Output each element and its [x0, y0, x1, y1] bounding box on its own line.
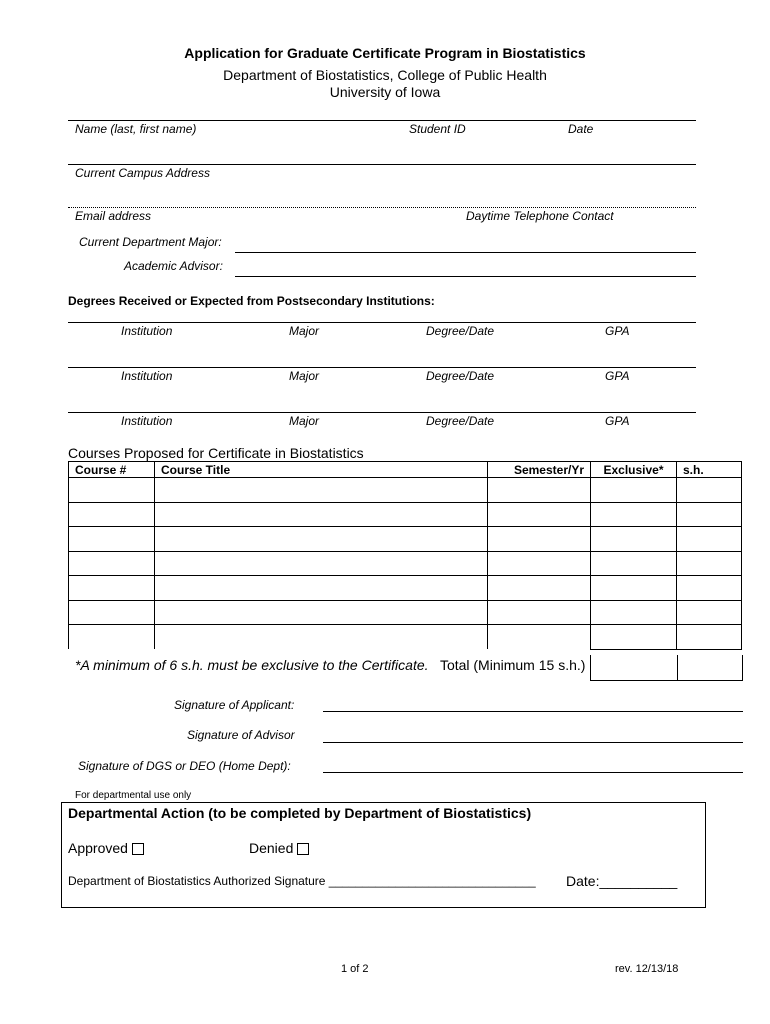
degree-major-label: Major	[289, 324, 320, 338]
degree-gpa-label: GPA	[605, 414, 630, 428]
degree-line[interactable]	[68, 367, 696, 368]
degree-date-label: Degree/Date	[426, 369, 495, 383]
course-title-cell[interactable]	[155, 600, 488, 625]
course-row	[69, 502, 742, 527]
total-exclusive-box[interactable]	[590, 655, 678, 681]
email-label: Email address	[75, 209, 152, 223]
sh-cell[interactable]	[677, 551, 742, 576]
advisor-label: Academic Advisor:	[124, 259, 223, 273]
exclusive-cell[interactable]	[591, 551, 677, 576]
approved-label: Approved	[68, 840, 128, 856]
exclusive-cell[interactable]	[591, 576, 677, 601]
date-label: Date	[568, 122, 594, 136]
course-number-cell[interactable]	[69, 502, 155, 527]
form-title: Application for Graduate Certificate Program in Biostatistics	[184, 45, 586, 61]
degree-line[interactable]	[68, 322, 696, 323]
semester-cell[interactable]	[488, 600, 591, 625]
exclusive-cell[interactable]	[591, 527, 677, 552]
denied-checkbox[interactable]	[297, 843, 309, 855]
course-row	[69, 576, 742, 601]
course-row	[69, 527, 742, 552]
semester-cell[interactable]	[488, 502, 591, 527]
university-name: University of Iowa	[329, 84, 441, 100]
revision-date: rev. 12/13/18	[615, 963, 679, 975]
total-sh-box[interactable]	[676, 655, 743, 681]
course-title-cell[interactable]	[155, 478, 488, 503]
applicant-signature-label: Signature of Applicant:	[174, 698, 295, 712]
course-title-cell[interactable]	[155, 502, 488, 527]
exclusive-cell[interactable]	[591, 478, 677, 503]
address-line[interactable]	[68, 164, 696, 165]
denied-option[interactable]	[249, 840, 309, 856]
col-course-number: Course #	[69, 462, 155, 478]
sh-cell[interactable]	[677, 600, 742, 625]
degree-gpa-label: GPA	[605, 324, 630, 338]
approved-checkbox[interactable]	[132, 843, 144, 855]
footnote-text: *A minimum of 6 s.h. must be exclusive to the Certificate.	[75, 657, 429, 673]
email-line[interactable]	[68, 207, 696, 208]
authorized-signature-label[interactable]: Department of Biostatistics Authorized Signature _______________________________	[68, 874, 536, 888]
degree-gpa-label: GPA	[605, 369, 630, 383]
course-number-cell[interactable]	[69, 551, 155, 576]
courses-table	[68, 461, 742, 650]
departmental-note: For departmental use only	[75, 790, 192, 801]
degree-line[interactable]	[68, 412, 696, 413]
semester-cell[interactable]	[488, 527, 591, 552]
student-id-label: Student ID	[409, 122, 466, 136]
col-semester: Semester/Yr	[488, 462, 591, 478]
advisor-field[interactable]	[235, 276, 696, 277]
course-row	[69, 625, 742, 650]
name-label: Name (last, first name)	[75, 122, 197, 136]
advisor-signature-line[interactable]	[323, 742, 743, 743]
total-label: Total (Minimum 15 s.h.)	[439, 657, 586, 673]
phone-label: Daytime Telephone Contact	[466, 209, 614, 223]
sh-cell[interactable]	[677, 478, 742, 503]
course-number-cell[interactable]	[69, 625, 155, 650]
exclusive-cell[interactable]	[591, 625, 677, 650]
course-title-cell[interactable]	[155, 576, 488, 601]
departmental-action-box	[61, 802, 706, 908]
major-field[interactable]	[235, 252, 696, 253]
departmental-heading: Departmental Action (to be completed by Department of Biostatistics)	[68, 805, 532, 821]
course-row	[69, 600, 742, 625]
degree-date-label: Degree/Date	[426, 414, 495, 428]
exclusive-cell[interactable]	[591, 502, 677, 527]
semester-cell[interactable]	[488, 625, 591, 650]
col-exclusive: Exclusive*	[591, 462, 677, 478]
exclusive-footnote	[75, 657, 585, 673]
course-number-cell[interactable]	[69, 576, 155, 601]
sh-cell[interactable]	[677, 527, 742, 552]
sh-cell[interactable]	[677, 625, 742, 650]
col-sh: s.h.	[677, 462, 742, 478]
courses-heading: Courses Proposed for Certificate in Biostatistics	[68, 445, 364, 461]
col-course-title: Course Title	[155, 462, 488, 478]
departmental-date-label[interactable]: Date:__________	[566, 873, 678, 889]
semester-cell[interactable]	[488, 576, 591, 601]
sh-cell[interactable]	[677, 576, 742, 601]
semester-cell[interactable]	[488, 551, 591, 576]
name-line[interactable]	[68, 120, 696, 121]
dgs-signature-label: Signature of DGS or DEO (Home Dept):	[78, 759, 291, 773]
degree-date-label: Degree/Date	[426, 324, 495, 338]
course-title-cell[interactable]	[155, 527, 488, 552]
address-label: Current Campus Address	[75, 166, 210, 180]
degree-major-label: Major	[289, 369, 320, 383]
major-label: Current Department Major:	[79, 235, 222, 249]
approved-option[interactable]	[68, 840, 144, 856]
degree-major-label: Major	[289, 414, 320, 428]
degree-institution-label: Institution	[121, 414, 173, 428]
degree-institution-label: Institution	[121, 369, 173, 383]
advisor-signature-label: Signature of Advisor	[187, 728, 295, 742]
course-row	[69, 551, 742, 576]
courses-header-row	[69, 462, 742, 478]
denied-label: Denied	[249, 840, 294, 856]
degrees-heading: Degrees Received or Expected from Postsecondary Institutions:	[68, 294, 435, 308]
dgs-signature-line[interactable]	[323, 772, 743, 773]
degree-institution-label: Institution	[121, 324, 173, 338]
department-name: Department of Biostatistics, College of Public Health	[223, 67, 547, 83]
course-number-cell[interactable]	[69, 527, 155, 552]
course-row	[69, 478, 742, 503]
page-number: 1 of 2	[341, 963, 369, 975]
course-title-cell[interactable]	[155, 551, 488, 576]
course-rows	[69, 478, 742, 650]
exclusive-cell[interactable]	[591, 600, 677, 625]
course-number-cell[interactable]	[69, 600, 155, 625]
sh-cell[interactable]	[677, 502, 742, 527]
course-title-cell[interactable]	[155, 625, 488, 650]
semester-cell[interactable]	[488, 478, 591, 503]
course-number-cell[interactable]	[69, 478, 155, 503]
applicant-signature-line[interactable]	[323, 711, 743, 712]
